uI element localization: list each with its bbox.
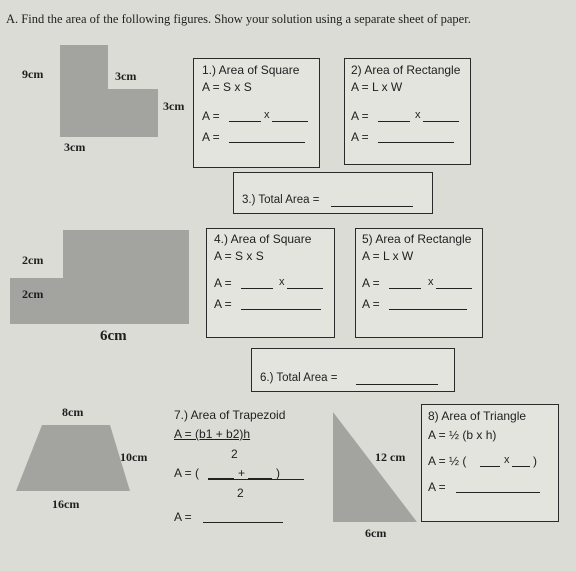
box7-line1-close: ) bbox=[276, 466, 280, 480]
box1-formula: A = S x S bbox=[202, 80, 252, 94]
fig2-label-mid: 2cm bbox=[22, 287, 44, 301]
box5-title: 5) Area of Rectangle bbox=[362, 232, 472, 246]
box8-line1-close: ) bbox=[533, 454, 537, 468]
box2-title: 2) Area of Rectangle bbox=[351, 63, 461, 77]
box7-line2-label: A = bbox=[174, 510, 192, 524]
box2-line1-label: A = bbox=[351, 109, 369, 123]
box6-title: 6.) Total Area = bbox=[260, 372, 338, 384]
box7-line1-label: A = ( bbox=[174, 466, 200, 480]
box8-title: 8) Area of Triangle bbox=[428, 409, 527, 423]
box8-line1-label: A = ½ ( bbox=[428, 454, 467, 468]
box7-formula-denominator: 2 bbox=[231, 447, 238, 461]
box4-title: 4.) Area of Square bbox=[214, 232, 312, 246]
fig3-label-right: 10cm bbox=[120, 450, 148, 464]
box8-blank-2[interactable] bbox=[456, 492, 540, 493]
box1-line1-label: A = bbox=[202, 109, 220, 123]
box8-blank-1b[interactable] bbox=[512, 466, 530, 467]
box8-line1-x: x bbox=[504, 454, 510, 466]
box-area-of-triangle-8 bbox=[421, 404, 559, 522]
box2-line1-x: x bbox=[415, 109, 421, 121]
box1-line2-label: A = bbox=[202, 130, 220, 144]
fig3-label-top: 8cm bbox=[62, 405, 84, 419]
box7-line1-denominator: 2 bbox=[237, 486, 244, 500]
box4-line1-label: A = bbox=[214, 276, 232, 290]
box1-title: 1.) Area of Square bbox=[202, 63, 300, 77]
instruction-text: A. Find the area of the following figures. Show your solution using a separate sheet of paper. bbox=[6, 12, 471, 26]
box2-formula: A = L x W bbox=[351, 80, 403, 94]
box7-title: 7.) Area of Trapezoid bbox=[174, 408, 286, 422]
box5-formula: A = L x W bbox=[362, 249, 414, 263]
box5-line1-label: A = bbox=[362, 276, 380, 290]
box5-line2-label: A = bbox=[362, 297, 380, 311]
box8-line2-label: A = bbox=[428, 480, 446, 494]
fig2-label-top: 2cm bbox=[22, 253, 44, 267]
box8-formula: A = ½ (b x h) bbox=[428, 428, 497, 442]
box7-formula: A = (b1 + b2)h bbox=[174, 427, 251, 441]
fig1-label-left: 9cm bbox=[22, 67, 44, 81]
box5-line1-x: x bbox=[428, 276, 434, 288]
box4-line1-x: x bbox=[279, 276, 285, 288]
fig1-label-right: 3cm bbox=[163, 99, 185, 113]
fig1-label-bottom: 3cm bbox=[64, 140, 86, 154]
box4-formula: A = S x S bbox=[214, 249, 264, 263]
fig2-label-bottom: 6cm bbox=[100, 328, 127, 344]
box8-blank-1a[interactable] bbox=[480, 466, 500, 467]
fig3-label-bottom: 16cm bbox=[52, 497, 80, 511]
box1-line1-x: x bbox=[264, 109, 270, 121]
box7-line1-plus: + bbox=[238, 466, 246, 480]
fig4-label-bottom: 6cm bbox=[365, 526, 387, 540]
box2-line2-label: A = bbox=[351, 130, 369, 144]
box3-title: 3.) Total Area = bbox=[242, 194, 320, 206]
fig4-label-side: 12 cm bbox=[375, 450, 406, 464]
fig1-label-top: 3cm bbox=[115, 69, 137, 83]
box4-line2-label: A = bbox=[214, 297, 232, 311]
